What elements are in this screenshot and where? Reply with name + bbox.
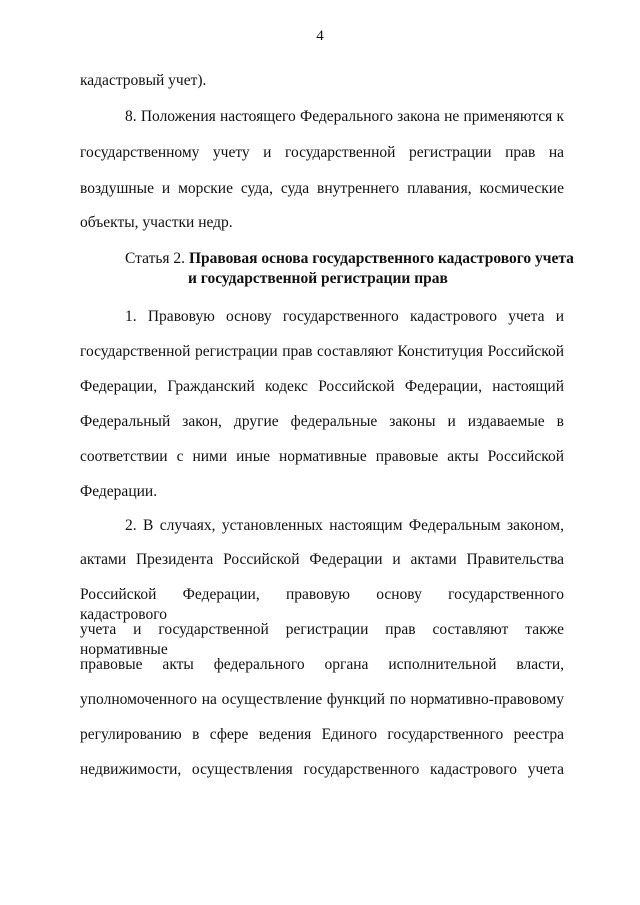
text-line: Федеральный закон, другие федеральные законы и издаваемые в [80,413,564,430]
text-line: Федерации. [80,483,158,500]
text-line: соответствии с ними иные нормативные правовые акты Российской [80,448,564,465]
text-line: уполномоченного на осуществление функций по нормативно-правовому [80,691,564,708]
article-heading [125,249,574,269]
text-line: 2. В случаях, установленных настоящим Федеральным законом, [125,517,564,534]
text-line: государственному учету и государственной регистрации прав на [80,144,564,161]
text-line: регулированию в сфере ведения Единого государственного реестра [80,726,564,743]
text-line: 1. Правовую основу государственного кадастрового учета и [125,308,564,325]
text-line: кадастровый учет). [80,72,207,89]
text-line: государственной регистрации прав составляют Конституция Российской [80,343,564,360]
text-line: правовые акты федерального органа исполнительной власти, [80,656,564,673]
text-line: недвижимости, осуществления государственного кадастрового учета [80,761,564,778]
text-line: 8. Положения настоящего Федерального закона не применяются к [125,108,564,125]
text-line: учета и государственной регистрации прав составляют также нормативные [80,621,564,658]
text-line: актами Президента Российской Федерации и актами Правительства [80,551,564,568]
text-line: Федерации, Гражданский кодекс Российской Федерации, настоящий [80,378,564,395]
text-line: Российской Федерации, правовую основу государственного кадастрового [80,586,564,623]
article-number: Статья 2. [125,250,186,267]
text-line: воздушные и морские суда, суда внутреннего плавания, космические [80,180,564,197]
page-number: 4 [316,28,324,44]
text-line: объекты, участки недр. [80,214,233,231]
article-title-continued: и государственной регистрации прав [188,270,448,287]
article-title: Правовая основа государственного кадастрового учета [188,250,574,267]
